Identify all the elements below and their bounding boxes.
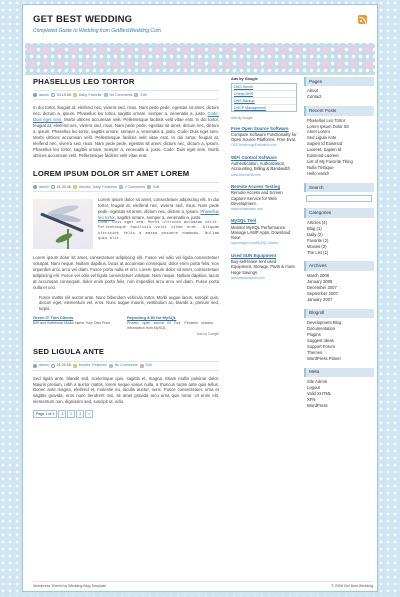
post-meta bbox=[33, 90, 219, 100]
recent-post-link[interactable]: Hello world! bbox=[307, 171, 329, 177]
ad-description: Buy-sell-lease-rent used Equipment, Storage, Parts & more. Huge Savings bbox=[231, 259, 296, 275]
ad-url[interactable]: www.browsercam.com bbox=[231, 207, 263, 211]
sidebar bbox=[304, 77, 374, 415]
post-categories-link[interactable]: Daily, Favorite bbox=[78, 92, 102, 97]
folder-icon bbox=[73, 93, 77, 97]
meta-link[interactable]: WordPress bbox=[307, 402, 328, 408]
archive-link[interactable]: September 2007 bbox=[307, 290, 338, 296]
post-author-link[interactable]: admin bbox=[39, 92, 49, 97]
sidebar-list bbox=[304, 116, 374, 178]
clock-icon bbox=[51, 185, 55, 189]
sidebar-list bbox=[304, 377, 374, 409]
category-link[interactable]: The List (1) bbox=[307, 249, 329, 255]
text-ad[interactable] bbox=[231, 253, 297, 280]
post bbox=[33, 169, 219, 337]
sidebar-list bbox=[304, 218, 374, 256]
blogroll-link[interactable]: Documentation bbox=[307, 325, 336, 331]
post-categories-link[interactable]: Articles, Daily, Featured bbox=[78, 184, 117, 189]
sidebar-heading: Pages bbox=[304, 77, 374, 86]
post-date: 01.29.08 bbox=[56, 363, 71, 368]
inline-ad[interactable] bbox=[33, 315, 119, 330]
ad-title[interactable]: Reporting & BI for MySQL bbox=[127, 315, 177, 321]
text-ad[interactable] bbox=[231, 184, 297, 211]
sidebar-list bbox=[304, 318, 374, 362]
ad-description: $99 and Softebook Model Name Your Own Price bbox=[33, 320, 111, 325]
site-header bbox=[23, 5, 377, 43]
blogroll-link[interactable]: Themes bbox=[307, 349, 323, 355]
ad-url[interactable]: www.eastcomputer.com bbox=[231, 275, 265, 280]
sidebar-item-about[interactable]: About bbox=[307, 88, 318, 94]
sidebar-categories bbox=[304, 208, 374, 255]
post-date: 03.19.08 bbox=[56, 92, 71, 97]
inline-ad[interactable] bbox=[127, 315, 213, 330]
sidebar-pages bbox=[304, 77, 374, 100]
pagination bbox=[33, 410, 219, 418]
ad-link[interactable]: Cheap DNS bbox=[232, 91, 296, 98]
text-ad[interactable] bbox=[231, 218, 297, 245]
text-ad[interactable] bbox=[231, 126, 297, 148]
blogroll-link[interactable]: Suggest Ideas bbox=[307, 337, 334, 343]
meta-link[interactable]: XFN bbox=[307, 396, 316, 402]
ad-url[interactable]: www.3Scontrolfi.com bbox=[231, 172, 261, 177]
post-paragraph: Lorem ipsum dolor sit amet, consectetuer adipiscing elit. Fusce vel odio vel ligula consectetuer volutpat. Nam neque. Nullam dapibus, lacus at accumsan consequat, dolor enim porta felis, non imperdiet arcu arcu vel diam. Fusce porta nulla et orci. Lorem ipsum dolor sit amet, consectetuer adipiscing elit. Fusce vel odio vel ligula consectetuer volutpat. Nam neque. Nullam dapibus, lacus at accumsan consequat, dolor enim porta felis, non imperdiet arcu arcu vel diam. Fusce porta nulla et orci. bbox=[33, 255, 219, 290]
archive-link[interactable]: March 2008 bbox=[307, 272, 330, 278]
next-page-link[interactable]: » bbox=[85, 410, 93, 418]
post-title[interactable]: LOREM IPSUM DOLOR SIT AMET LOREM bbox=[33, 168, 190, 178]
page-link[interactable]: 3 bbox=[76, 410, 84, 418]
pagination-status: Page 1 of 3 bbox=[33, 410, 57, 418]
content-area bbox=[23, 77, 378, 592]
recent-post-link[interactable]: Euismod Laoreet bbox=[307, 153, 339, 159]
comment-icon bbox=[104, 93, 108, 97]
post-title[interactable]: PHASELLUS LEO TORTOR bbox=[33, 77, 135, 86]
user-icon bbox=[33, 93, 37, 97]
ad-title[interactable]: Free Open Source Software bbox=[231, 125, 289, 131]
post-paragraph: Sed ligula ante, blandit sed, scelerisque quis, sagittis et, magna. Etiam mollis pulvinar dolor. Mauris pretium, nibh a auctor mattis, lorem neque varius nulla, a rhoncus turpis ante quis tellus. Donec ante magna, eleifend et, molestie eu, iaculis auctor, nunc. Fusce consectetuer, urna et sagittis gravida, eros nunc hendrerit nisi, sit amet gravida arcu urna quis tortor. Ut enim elit, elementum non, dignissim sed, suscipit ut, odio. bbox=[33, 375, 219, 405]
ads-by-google[interactable]: Ads by Google bbox=[231, 116, 253, 121]
site-tagline: Completed Guide to Wedding from GetBestWedding.Com bbox=[33, 28, 161, 35]
blogroll-link[interactable]: WordPress Planet bbox=[307, 355, 341, 361]
post-title[interactable]: SED LIGULA ANTE bbox=[33, 347, 105, 357]
post-author-link[interactable]: admin bbox=[39, 363, 49, 368]
sidebar-heading: Recent Posts bbox=[304, 106, 374, 115]
archive-link[interactable]: January 2007 bbox=[307, 296, 333, 302]
post-paragraph: Morbi ultrices accumsan velit. Pellentesque facilisis velit vitae erat. In dui tortor, feugiat at, eleifend nec, viverra sed, risus. Nam pede pede, egestas sit amet, dictum nec, dictum a, ipsum. Phasellus leo tortor, sagittis ornare, semper a, venenatis a, justo. Code: Duis eget sem. Morbi ultrices accumsan velit. Pellentesque facilisis velit vitae erat. In dui tortor, feugiat at, eleifend nec, viverra sed, risus. Nam pede pede, egestas sit amet, dictum nec, dictum a, ipsum. Phasellus leo tortor, sagittis ornare, semper a, venenatis a, justo. Code: Duis eget sem. Morbi ultrices accumsan velit. Pellentesque facilisis velit vitae erat. bbox=[33, 117, 219, 158]
ad-description: Compare Software Functionality for Open Source Platforms. Free Eval. bbox=[231, 131, 297, 143]
page-link-current[interactable]: 1 bbox=[58, 410, 66, 418]
ad-title[interactable]: WiFi Control Software bbox=[231, 154, 277, 160]
post-comments-link[interactable]: No Comments bbox=[109, 92, 133, 97]
post-edit-link[interactable]: Edit bbox=[145, 363, 152, 368]
post-author-link[interactable]: admin bbox=[39, 184, 49, 189]
text-ad[interactable] bbox=[231, 155, 297, 177]
ad-description: Proven, open source BI Tool. Pentaho unlocks information from MySQL bbox=[127, 320, 213, 330]
post-date: 01.20.08 bbox=[56, 184, 71, 189]
ad-description: Authentication, Authorization, Accounting, Billing & Bandwidth bbox=[231, 161, 290, 172]
sidebar-search bbox=[304, 183, 374, 202]
category-link[interactable]: Favorite (2) bbox=[307, 237, 329, 243]
meta-link[interactable]: Valid XHTML bbox=[307, 390, 332, 396]
code-link[interactable]: Code: Duis eget sem. bbox=[33, 111, 219, 123]
ad-title[interactable]: MySQL Tool bbox=[231, 218, 257, 224]
edit-icon bbox=[140, 364, 144, 368]
post-categories-link[interactable]: Movies, Featured bbox=[78, 363, 107, 368]
comment-icon bbox=[109, 364, 113, 368]
blockquote: Fusce mattis elit auctor ante. Nunc bibendum vehicula tortor. Morbi augue lacus, suscipit quis, dictum eget, elementum vel, eros. Nunc augue mauris, vestibulum ac, blandit a, pretium sed, turpis. bbox=[39, 294, 219, 312]
recent-post-link[interactable]: Laoreet, Sapien Id bbox=[307, 147, 342, 153]
user-icon bbox=[33, 364, 37, 368]
blogroll-link[interactable]: Support Forum bbox=[307, 343, 335, 349]
archive-link[interactable]: January 2008 bbox=[307, 278, 333, 284]
ad-link-list bbox=[231, 83, 297, 112]
inline-ad-row bbox=[33, 315, 219, 330]
recent-post-link[interactable]: Nulla Tristique bbox=[307, 165, 334, 171]
post-paragraph: Lorem ipsum dolor sit amet, consectetuer adipiscing elit. In dui tortor, feugiat at, eleifend nec, viverra sed, risus. Nam pede pede, egestas sit amet, dictum nec, dictum a, ipsum. bbox=[98, 197, 219, 214]
sidebar-blogroll bbox=[304, 309, 374, 362]
sidebar-heading: Categories bbox=[304, 208, 374, 217]
archive-link[interactable]: December 2007 bbox=[307, 284, 337, 290]
post-body bbox=[33, 376, 219, 406]
category-link[interactable]: Movies (2) bbox=[307, 243, 327, 249]
category-link[interactable]: Articles (4) bbox=[307, 219, 328, 225]
blogroll-link[interactable]: Plugins bbox=[307, 331, 321, 337]
post-comments-link[interactable]: 2 Comments bbox=[124, 184, 146, 189]
rss-icon[interactable] bbox=[358, 15, 367, 24]
header-banner bbox=[25, 43, 375, 75]
ad-title[interactable]: Used SUN Equipment bbox=[231, 252, 277, 258]
sidebar-heading: Search bbox=[304, 183, 374, 192]
post bbox=[33, 347, 219, 418]
post bbox=[33, 77, 219, 159]
folder-icon bbox=[73, 185, 77, 189]
post-inline-link[interactable]: Phasellus leo tortor bbox=[98, 208, 219, 220]
recent-post-link[interactable]: Lorem Ipsum Dolor Sit bbox=[307, 123, 349, 129]
site-title[interactable]: GET BEST WEDDING bbox=[33, 14, 133, 25]
ad-description: Monitor MySQL Performance Manage LAMP Apps. Download Now! bbox=[231, 224, 291, 241]
category-link[interactable]: Blog (1) bbox=[307, 225, 322, 231]
sidebar-item-contact[interactable]: Contact bbox=[307, 94, 322, 100]
post-paragraph: In dui tortor, feugiat at, eleifend nec, viverra sed, risus. Nam pede pede, egestas sit amet, dictum nec, dictum a, ipsum. Phasellus leo tortor, sagittis ornare, semper a, venenatis a, justo. bbox=[33, 105, 219, 117]
ads-column bbox=[231, 77, 297, 287]
sidebar-meta bbox=[304, 368, 374, 409]
post-meta bbox=[33, 361, 219, 371]
ad-link[interactable]: DNS Server bbox=[232, 84, 296, 91]
edit-icon bbox=[147, 185, 151, 189]
ad-url[interactable]: appmanager.com/MySQL-Monitor bbox=[231, 241, 279, 246]
post-body bbox=[33, 197, 219, 337]
main-column bbox=[33, 77, 219, 428]
ad-title[interactable]: Remote Access Testing bbox=[231, 183, 281, 189]
dragonfly-image bbox=[33, 199, 93, 249]
site-footer bbox=[33, 581, 373, 589]
sidebar-heading: Blogroll bbox=[304, 309, 374, 318]
meta-link[interactable]: Logout bbox=[307, 384, 320, 390]
recent-post-link[interactable]: Phasellus Leo Tortor bbox=[307, 117, 346, 123]
edit-icon bbox=[134, 93, 138, 97]
clock-icon bbox=[51, 364, 55, 368]
category-link[interactable]: Daily (2) bbox=[307, 231, 323, 237]
footer-credit[interactable]: Wordpress Theme by Wedding Blog Template bbox=[33, 584, 107, 589]
folder-icon bbox=[73, 364, 77, 368]
user-icon bbox=[33, 185, 37, 189]
code-block: Code: Duis eget sem. Morbi ultrices accumsan velit. Pellentesque facilisis velit vitae erat. Aliquam ultricies felis a massa posuere commodo. Nullam quis elit. bbox=[98, 220, 219, 241]
comment-icon bbox=[119, 185, 123, 189]
sidebar-heading: Archives bbox=[304, 261, 374, 270]
recent-post-link[interactable]: List of My Favorite Thing bbox=[307, 159, 353, 165]
meta-link[interactable]: Site Admin bbox=[307, 378, 328, 384]
sidebar-list bbox=[304, 271, 374, 303]
recent-post-link[interactable]: Sapien Id Euismod bbox=[307, 141, 343, 147]
post-body bbox=[33, 105, 219, 158]
blogroll-link[interactable]: Development Blog bbox=[307, 319, 342, 325]
post-edit-link[interactable]: Edit bbox=[153, 184, 160, 189]
sidebar-recent-posts bbox=[304, 106, 374, 177]
ads-header[interactable]: Ads by Google bbox=[231, 77, 258, 81]
clock-icon bbox=[51, 93, 55, 97]
page-frame bbox=[22, 4, 378, 592]
ad-description: Remote Access and Screen Capture Service for Web Development. bbox=[231, 190, 283, 206]
sidebar-archives bbox=[304, 261, 374, 302]
search-input[interactable] bbox=[306, 195, 372, 202]
page-link[interactable]: 2 bbox=[67, 410, 75, 418]
ad-url[interactable]: OSS.TechnologyEvaluation.com bbox=[231, 143, 277, 148]
post-paragraph: , sagittis ornare, semper a, venenatis a, justo. bbox=[114, 214, 202, 220]
ad-link[interactable]: DNS Backup bbox=[232, 98, 296, 105]
recent-post-link[interactable]: Sed Ligula Ante bbox=[307, 135, 337, 141]
post-meta bbox=[33, 182, 219, 192]
footer-copyright: © 2008 Get Best Wedding bbox=[331, 584, 373, 589]
ads-by-google[interactable]: Ads by Google bbox=[196, 332, 219, 337]
ad-title[interactable]: Green IT Thin Clients bbox=[33, 315, 74, 321]
recent-post-link[interactable]: Amet Lorem bbox=[307, 129, 330, 135]
ad-link[interactable]: DHCP Management bbox=[234, 105, 267, 110]
post-comments-link[interactable]: No Comments bbox=[114, 363, 138, 368]
sidebar-list bbox=[304, 86, 374, 100]
sidebar-heading: Meta bbox=[304, 368, 374, 377]
post-edit-link[interactable]: Edit bbox=[140, 92, 147, 97]
